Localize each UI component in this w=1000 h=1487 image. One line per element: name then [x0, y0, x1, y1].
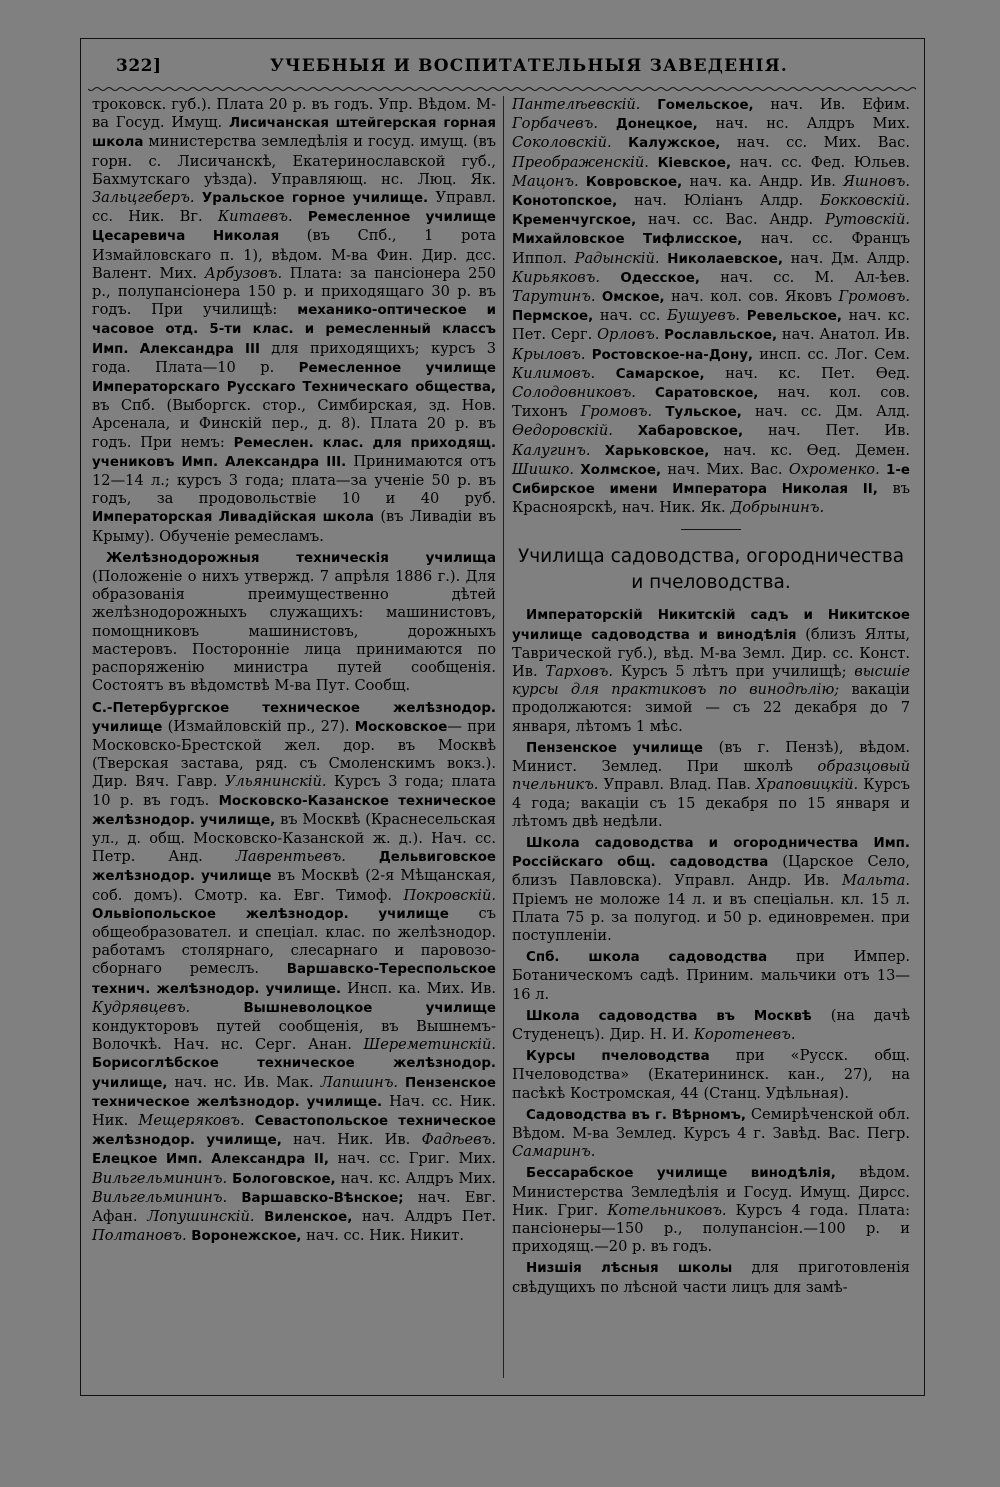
bold-run: Ковровское,: [585, 174, 683, 190]
paragraph: [512, 834, 910, 945]
text-run: нач. сс. Мих. Вас.: [720, 134, 910, 152]
text-run: вакаціи продолжаются: зимой — съ 22 декабря до 7 января, лѣтомъ 1 мѣс.: [512, 681, 910, 735]
text-run: вѣдом. Министерства Земледѣлія и Госуд. Имущ. Дирсс. Ник. Григ.: [512, 1164, 910, 1219]
bold-run: Дельвиговское желѣзнодор. училище: [92, 850, 496, 885]
italic-run: Радынскій.: [574, 249, 660, 267]
italic-run: Лаврентьевъ.: [235, 848, 346, 866]
page-number: 322]: [116, 56, 162, 76]
bold-run: Ростовское-на-Дону,: [591, 347, 754, 363]
text-run: нач. кс. Пет. Серг.: [512, 307, 910, 344]
bold-run: Кіевское,: [657, 155, 732, 171]
text-run: нач. нс. Ив. Мак.: [167, 1073, 321, 1091]
italic-run: Солодовниковъ.: [512, 384, 636, 402]
bold-run: Харьковское,: [604, 443, 710, 459]
italic-run: Вильгельмининъ.: [92, 1169, 228, 1187]
text-run: [598, 115, 616, 132]
italic-run: Бокковскій.: [820, 192, 910, 210]
text-run: [636, 384, 655, 401]
paragraph: [512, 1047, 910, 1103]
bold-run: Саратовское,: [655, 386, 759, 402]
bold-run: Лисичанская штейгерская горная школа: [92, 116, 496, 151]
text-run: [591, 442, 605, 459]
text-run: [579, 173, 586, 190]
italic-run: Бушуевъ.: [667, 307, 741, 325]
text-run: Курсъ 5 лѣтъ при училищѣ;: [613, 663, 855, 681]
text-run: [190, 999, 243, 1016]
italic-run: Ульянинскій.: [224, 773, 327, 791]
text-run: нач. кс. Пет. Ѳед.: [704, 364, 910, 382]
text-run: нач. сс. Дм. Алд.: [741, 403, 910, 421]
text-run: [652, 403, 665, 420]
text-run: въ Спб. (Выборгск. стор., Симбирская, зд. Нов. Арсенала, и Финскій пер., д. 8). Плата 20 р. въ годъ. При немъ:: [92, 397, 496, 451]
bold-run: Омское,: [601, 290, 665, 306]
bold-run: Тульское,: [665, 405, 742, 421]
bold-run: Самарское,: [615, 366, 705, 382]
text-run: Курсъ 4 года; вакаціи съ 15 декабря по 15 января и лѣтомъ двѣ недѣли.: [512, 776, 910, 830]
bold-run: Борисоглѣбское техническое желѣзнодор. училище,: [92, 1056, 496, 1091]
bold-run: Воронежское,: [191, 1229, 302, 1245]
text-run: нач. сс. М. Ал-ѣев.: [699, 268, 910, 286]
separator-rule: [681, 529, 741, 530]
italic-run: Килимовъ.: [512, 364, 596, 382]
italic-run: Кудрявцевъ.: [92, 998, 191, 1016]
text-run: нач. кол. сов. Яковъ: [664, 288, 839, 306]
bold-run: Школа садоводства въ Москвѣ: [526, 1008, 812, 1024]
text-run: Управл. сс. Ник. Вг.: [92, 189, 496, 226]
text-run: Курсъ 4 года. Плата: пансіонеры—150 р., полупансіон.—100 р. и приходящ.—20 р. въ годъ.: [512, 1201, 910, 1256]
italic-run: Громовъ.: [580, 403, 653, 421]
text-run: при «Русск. общ. Пчеловодства» (Екатерининск. кан., 27), на пасѣкѣ Костромская, 44 (Станц. Удѣльная).: [512, 1047, 910, 1102]
text-run: для приготовленія свѣдущихъ по лѣсной части лицъ для замѣ-: [512, 1259, 910, 1296]
bold-run: С.-Петербургское техническое желѣзнодор. училище: [92, 700, 496, 735]
bold-run: Вышневолоцкое училище: [243, 1000, 496, 1016]
italic-run: Орловъ.: [597, 326, 660, 344]
paragraph: [512, 1007, 910, 1044]
bold-run: Варшавско-Тереспольское технич. желѣзнодор. училище.: [92, 962, 496, 997]
italic-run: Зальцгеберъ.: [92, 189, 195, 207]
italic-run: Тарутинъ.: [512, 288, 596, 306]
text-run: [600, 269, 620, 286]
text-run: (Измайловскій пр., 27).: [162, 717, 355, 735]
bold-run: Бессарабское училище винодѣлія,: [526, 1166, 836, 1182]
bold-run: Бологовское,: [232, 1171, 336, 1187]
italic-run: Китаевъ.: [217, 208, 293, 226]
bold-run: Ремесленное училище Императорскаго Русскаго Техническаго общества,: [92, 360, 496, 396]
text-run: (въ Спб., 1 рота Измайловскаго п. 1), вѣдом. М-ва Фин. Дир. дсс. Валент. Мих.: [92, 227, 496, 282]
bold-run: Севастопольское техническое желѣзнодор. училище,: [92, 1113, 497, 1149]
italic-run: Добрынинъ.: [730, 499, 825, 517]
bold-run: Ремесленное училище Цесаревича Николая: [92, 210, 497, 245]
text-run: нач. кол. сов. Тихонъ: [512, 384, 911, 421]
italic-run: Крыловъ.: [512, 345, 586, 363]
text-run: Инсп. ка. Мих. Ив.: [341, 979, 496, 997]
paragraph: [512, 948, 910, 1004]
text-run: нач. Мих. Вас.: [661, 460, 789, 478]
italic-run: Охроменко.: [788, 460, 880, 478]
bold-run: Холмское,: [580, 462, 662, 478]
text-run: министерства земледѣлія и госуд. имущ. (въ горн. с. Лисичанскѣ, Екатеринославской губ., Бахмутскаго уѣзда). Управляющ. нс. Люц. Як.: [92, 133, 496, 188]
bold-run: Школа садоводства и огородничества Имп. Россійскаго общ. садоводства: [512, 835, 910, 871]
text-run: нач. Пет. Ив.: [743, 422, 910, 440]
text-run: (на дачѣ Студенецъ). Дир. Н. И.: [512, 1006, 910, 1043]
column-divider: [503, 96, 504, 1378]
running-title: УЧЕБНЫЯ И ВОСПИТАТЕЛЬНЫЯ ЗАВЕДЕНІЯ.: [270, 56, 788, 76]
page-header: [112, 56, 912, 84]
text-run: (близъ Ялты, Таврической губ.), вѣд. М-ва Земл. Дир. сс. Конст. Ив.: [512, 625, 910, 681]
text-run: въ Москвѣ (2-я Мѣщанская, соб. домъ). Смотр. ка. Евг. Тимоф.: [92, 867, 496, 904]
italic-run: Арбузовъ.: [204, 264, 283, 282]
paragraph: [512, 1164, 910, 1256]
italic-run: Громовъ.: [838, 288, 910, 306]
bold-run: Спб. школа садоводства: [526, 950, 768, 966]
text-run: Управл. Влад. Пав.: [598, 776, 757, 794]
paragraph: [92, 699, 496, 1247]
text-run: для приходящихъ; курсъ 3 года. Плата—10 р.: [92, 339, 497, 376]
bold-run: механико-оптическое и часовое отд. 5-ти клас. и ремесленный классъ Имп. Александра III: [92, 303, 496, 357]
bold-run: Калужское,: [628, 136, 721, 152]
text-run: нач. Ив. Ефим.: [753, 96, 910, 113]
text-run: нач. сс. Францъ Иппол.: [512, 230, 910, 267]
italic-run: Лапшинъ.: [320, 1073, 399, 1091]
text-run: троковск. губ.). Плата 20 р. въ годъ. Упр. Вѣдом. М-ва Госуд. Имущ.: [92, 96, 496, 132]
paragraph: [512, 739, 910, 831]
text-run: въ Москвѣ (Краснесельская ул., д. общ. Московско-Казанской ж. д.). Нач. сс. Петр. Анд.: [92, 810, 496, 866]
text-run: [398, 1074, 405, 1091]
italic-run: Соколовскій.: [512, 134, 612, 152]
italic-run: высшіе курсы для практиковъ по винодѣлію;: [512, 663, 910, 699]
text-run: нач. Дм. Алдр.: [782, 249, 911, 267]
bold-run: Варшавско-Вѣнское;: [241, 1190, 404, 1206]
text-run: [254, 1208, 264, 1225]
text-run: въ Красноярскѣ, нач. Ник. Як.: [512, 480, 911, 517]
italic-run: образцовый пчельникъ.: [512, 758, 910, 794]
bold-run: Елецкое Имп. Александра II,: [92, 1152, 329, 1168]
text-run: [245, 1112, 255, 1129]
text-run: съ общеобразовател. и спеціал. клас. по желѣзнодор. работамъ столярнаго, слесарнаго и паровозо-сборнаго ремеслъ.: [92, 904, 496, 978]
text-run: инсп. сс. Лог. Сем.: [753, 345, 911, 363]
paragraph: [512, 606, 910, 735]
text-run: (Положеніе о нихъ утвержд. 7 апрѣля 1886 г.). Для образованія преимущественно дѣтей желѣзнодорожныхъ служащихъ: машинистовъ, помощниковъ машинистовъ, дорожныхъ мастеровъ. Посторонніе лица принимаются по распоряженію министра путей сообщенія. Состоятъ въ вѣдомствѣ М-ва Пут. Сообщ.: [92, 568, 496, 695]
text-run: нач. сс.: [593, 307, 668, 325]
paragraph: [92, 549, 496, 696]
bold-run: Московское: [354, 719, 448, 735]
bold-run: Рославльское,: [664, 328, 778, 344]
text-run: нач. Ник. Ив.: [281, 1131, 422, 1149]
italic-run: Вильгельмининъ.: [92, 1188, 228, 1206]
italic-run: Ѳедоровскій.: [512, 422, 613, 440]
text-run: Семирѣченской обл. Вѣдом. М-ва Землед. Курсъ 4 г. Завѣд. Вас. Пегр.: [512, 1105, 910, 1142]
bold-run: Николаевское,: [667, 251, 783, 267]
paragraph: [92, 96, 496, 546]
italic-run: Покровскій.: [403, 886, 496, 904]
left-column: [92, 96, 496, 1246]
text-run: нач. Анатол. Ив.: [777, 326, 911, 344]
text-run: [649, 154, 658, 171]
text-run: нач. Евг. Афан.: [92, 1188, 496, 1225]
bold-run: Ревельское,: [746, 309, 842, 325]
italic-run: Кирьяковъ.: [512, 268, 601, 286]
text-run: Нач. сс. Ник. Ник.: [92, 1092, 496, 1129]
text-run: при Импер. Ботаническомъ садѣ. Приним. мальчики отъ 13—16 л.: [512, 948, 910, 1003]
bold-run: Низшія лѣсныя школы: [526, 1261, 733, 1277]
bold-run: Кременчугское,: [512, 213, 637, 229]
italic-run: Самаринъ.: [512, 1143, 596, 1161]
text-run: [595, 365, 616, 382]
section-title: Училища садоводства, огородничества и пчеловодства.: [517, 546, 905, 594]
text-run: Пріемъ не моложе 14 л. и въ спеціальн. кл. 15 л. Плата 75 р. за полугод. и 50 р. единовремен. при поступленіи.: [512, 890, 910, 944]
italic-run: Мацонъ.: [512, 172, 579, 190]
bold-run: Пензенское училище: [526, 740, 704, 756]
text-run: (Царское Село, близъ Павловска). Управл. Андр. Ив.: [512, 853, 910, 890]
text-run: нач. Алдръ Пет.: [352, 1207, 496, 1225]
text-run: Плата: за пансіонера 250 р., полупансіонера 150 р. и приходящаго 30 р. въ годъ. При училищѣ:: [92, 264, 496, 319]
bold-run: Императорскій Никитскій садъ и Никитское училище садоводства и винодѣлія: [512, 608, 910, 643]
bold-run: 1-е Сибирское имени Императора Николая II,: [512, 462, 911, 498]
bold-run: Гомельское,: [657, 98, 754, 113]
decorative-wavy-rule: [88, 85, 916, 93]
text-run: [293, 208, 308, 225]
italic-run: Пантелѣевскій.: [512, 96, 641, 113]
italic-run: Рутовскій.: [825, 211, 910, 229]
bold-run: Желѣзнодорожныя техническія училища: [106, 550, 496, 566]
italic-run: Шереметинскій.: [363, 1036, 496, 1054]
italic-run: Храповицкій.: [756, 776, 859, 794]
italic-run: Лопушинскій.: [147, 1207, 255, 1225]
text-run: [194, 189, 201, 206]
text-run: [613, 422, 638, 439]
text-run: нач. кс. Алдръ Мих.: [335, 1169, 496, 1187]
text-run: — при Московско-Брестской жел. дор. въ Москвѣ (Тверская застава, ряд. съ Смоленскимъ вокз.). Дир. Вяч. Гавр.: [92, 717, 496, 791]
text-run: (въ г. Пензѣ), вѣдом. Минист. Землед. При школѣ: [512, 738, 910, 776]
bold-run: Пензенское техническое желѣзнодор. училище.: [92, 1075, 497, 1110]
bold-run: Конотопское,: [512, 194, 618, 210]
text-run: нач. ка. Андр. Ив.: [682, 172, 844, 190]
text-run: нач. сс. Фед. Юльев.: [731, 153, 910, 171]
text-run: нач. сс. Ник. Никит.: [301, 1227, 464, 1245]
italic-run: Фадѣевъ.: [421, 1131, 496, 1149]
text-run: [740, 307, 747, 324]
bold-run: Виленское,: [264, 1209, 353, 1225]
bold-run: Курсы пчеловодства: [526, 1049, 710, 1065]
bold-run: Садоводства въ г. Вѣрномъ,: [526, 1107, 746, 1123]
bold-run: Ольвіопольское желѣзнодор. училище: [92, 906, 449, 922]
text-run: нач. нс. Алдръ Мих.: [697, 115, 910, 133]
italic-run: Полтановъ.: [92, 1227, 187, 1245]
text-run: нач. кс. Ѳед. Демен.: [709, 441, 910, 459]
italic-run: Коротеневъ.: [693, 1025, 796, 1043]
italic-run: Котельниковъ.: [607, 1201, 727, 1219]
italic-run: Мальта.: [841, 872, 910, 890]
bold-run: Пермское,: [512, 309, 594, 325]
italic-run: Преображенскій.: [512, 153, 649, 171]
text-run: (въ Ливадіи въ Крыму). Обученіе ремесламъ.: [92, 508, 496, 545]
right-column: [512, 96, 910, 1297]
bold-run: Хабаровское,: [637, 424, 744, 440]
italic-run: Шишко.: [512, 460, 575, 478]
text-run: Курсъ 3 года; плата 10 р. въ годъ.: [92, 773, 496, 809]
text-run: нач. сс. Григ. Мих.: [329, 1150, 496, 1168]
bold-run: Московско-Казанское техническое желѣзнодор. училище,: [92, 793, 496, 828]
text-run: [346, 848, 379, 865]
italic-run: Мещеряковъ.: [138, 1111, 245, 1129]
text-run: Принимаются отъ 12—14 л.; курсъ 3 года; плата—за ученіе 50 р. въ годъ, за продовольствіе 10 и 40 руб.: [92, 452, 496, 508]
bold-run: Михайловское Тифлисское,: [512, 232, 743, 248]
italic-run: Горбачевъ.: [512, 115, 598, 133]
bold-run: Императорская Ливадійская школа: [92, 510, 374, 526]
bold-run: Ремеслен. клас. для приходящ. учениковъ Имп. Александра III.: [92, 435, 496, 470]
italic-run: Яшновъ.: [843, 172, 910, 190]
text-run: [227, 1189, 241, 1206]
paragraph: [512, 96, 910, 517]
italic-run: Тарховъ.: [545, 663, 614, 681]
paragraph: [512, 1106, 910, 1162]
paragraph: [512, 1259, 910, 1296]
text-run: нач. Юліанъ Алдр.: [617, 192, 821, 210]
bold-run: Донецкое,: [615, 117, 698, 133]
text-run: кондукторовъ путей сообщенія, въ Вышнемъ-Волочкѣ. Нач. нс. Серг. Анан.: [92, 1017, 496, 1054]
text-run: [640, 96, 657, 113]
bold-run: Уральское горное училище.: [201, 191, 429, 207]
bold-run: Одесское,: [620, 270, 700, 286]
italic-run: Калугинъ.: [512, 441, 591, 459]
text-run: нач. сс. Вас. Андр.: [636, 211, 825, 229]
text-run: [612, 134, 629, 151]
